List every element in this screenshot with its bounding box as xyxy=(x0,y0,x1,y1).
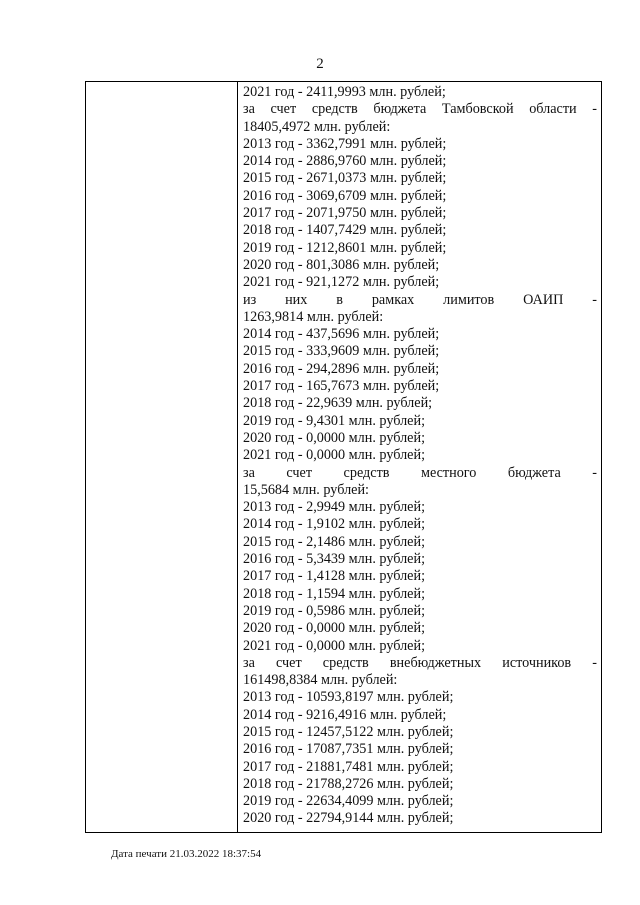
funding-line: 2015 год - 333,9609 млн. рублей; xyxy=(243,343,440,360)
funding-line: 2021 год - 0,0000 млн. рублей; xyxy=(243,637,426,654)
funding-line: 2019 год - 22634,4099 млн. рублей; xyxy=(243,793,454,810)
funding-line: 2017 год - 2071,9750 млн. рублей; xyxy=(243,205,447,222)
funding-line: 2016 год - 5,3439 млн. рублей; xyxy=(243,551,426,568)
funding-line: 2020 год - 801,3086 млн. рублей; xyxy=(243,256,440,273)
funding-line: из них в рамках лимитов ОАИП - xyxy=(243,291,597,308)
funding-line: 2018 год - 21788,2726 млн. рублей; xyxy=(243,775,454,792)
funding-line: 2016 год - 3069,6709 млн. рублей; xyxy=(243,187,447,204)
funding-line: 2015 год - 2671,0373 млн. рублей; xyxy=(243,170,447,187)
funding-line: за счет средств внебюджетных источников - xyxy=(243,654,597,671)
funding-line: 2019 год - 1212,8601 млн. рублей; xyxy=(243,239,447,256)
funding-line: 2019 год - 0,5986 млн. рублей; xyxy=(243,602,426,619)
funding-line: 2015 год - 12457,5122 млн. рублей; xyxy=(243,723,454,740)
funding-text-cell xyxy=(243,84,597,828)
funding-line: 161498,8384 млн. рублей: xyxy=(243,672,398,689)
funding-line: 2013 год - 10593,8197 млн. рублей; xyxy=(243,689,454,706)
funding-line: 15,5684 млн. рублей: xyxy=(243,481,369,498)
funding-line: 2014 год - 1,9102 млн. рублей; xyxy=(243,516,426,533)
funding-line: 2021 год - 921,1272 млн. рублей; xyxy=(243,274,440,291)
funding-line: 2021 год - 0,0000 млн. рублей; xyxy=(243,447,426,464)
funding-line: 2016 год - 17087,7351 млн. рублей; xyxy=(243,741,454,758)
funding-line: 2013 год - 2,9949 млн. рублей; xyxy=(243,499,426,516)
funding-line: за счет средств бюджета Тамбовской области - xyxy=(243,101,597,118)
funding-line: 2019 год - 9,4301 млн. рублей; xyxy=(243,412,426,429)
funding-line: 2018 год - 22,9639 млн. рублей; xyxy=(243,395,433,412)
funding-line: 2014 год - 9216,4916 млн. рублей; xyxy=(243,706,447,723)
funding-line: 2014 год - 2886,9760 млн. рублей; xyxy=(243,153,447,170)
funding-line: 2021 год - 2411,9993 млн. рублей; xyxy=(243,84,446,100)
funding-line: 2020 год - 22794,9144 млн. рублей; xyxy=(243,810,454,827)
funding-line: 2017 год - 165,7673 млн. рублей; xyxy=(243,378,440,395)
page-number: 2 xyxy=(316,56,324,72)
funding-line: 2020 год - 0,0000 млн. рублей; xyxy=(243,429,426,446)
funding-line: 2018 год - 1,1594 млн. рублей; xyxy=(243,585,426,602)
funding-line: 2018 год - 1407,7429 млн. рублей; xyxy=(243,222,447,239)
funding-line: 1263,9814 млн. рублей: xyxy=(243,308,384,325)
funding-line: 2016 год - 294,2896 млн. рублей; xyxy=(243,360,440,377)
funding-line: 2014 год - 437,5696 млн. рублей; xyxy=(243,326,440,343)
funding-table xyxy=(85,81,602,833)
funding-line: 2017 год - 21881,7481 млн. рублей; xyxy=(243,758,454,775)
funding-line: 2017 год - 1,4128 млн. рублей; xyxy=(243,568,426,585)
column-divider xyxy=(237,82,238,832)
print-date-footer: Дата печати 21.03.2022 18:37:54 xyxy=(111,848,262,860)
funding-line: 18405,4972 млн. рублей: xyxy=(243,118,391,135)
funding-line: за счет средств местного бюджета - xyxy=(243,464,597,481)
funding-line: 2013 год - 3362,7991 млн. рублей; xyxy=(243,135,447,152)
funding-line: 2020 год - 0,0000 млн. рублей; xyxy=(243,620,426,637)
funding-line: 2015 год - 2,1486 млн. рублей; xyxy=(243,533,426,550)
